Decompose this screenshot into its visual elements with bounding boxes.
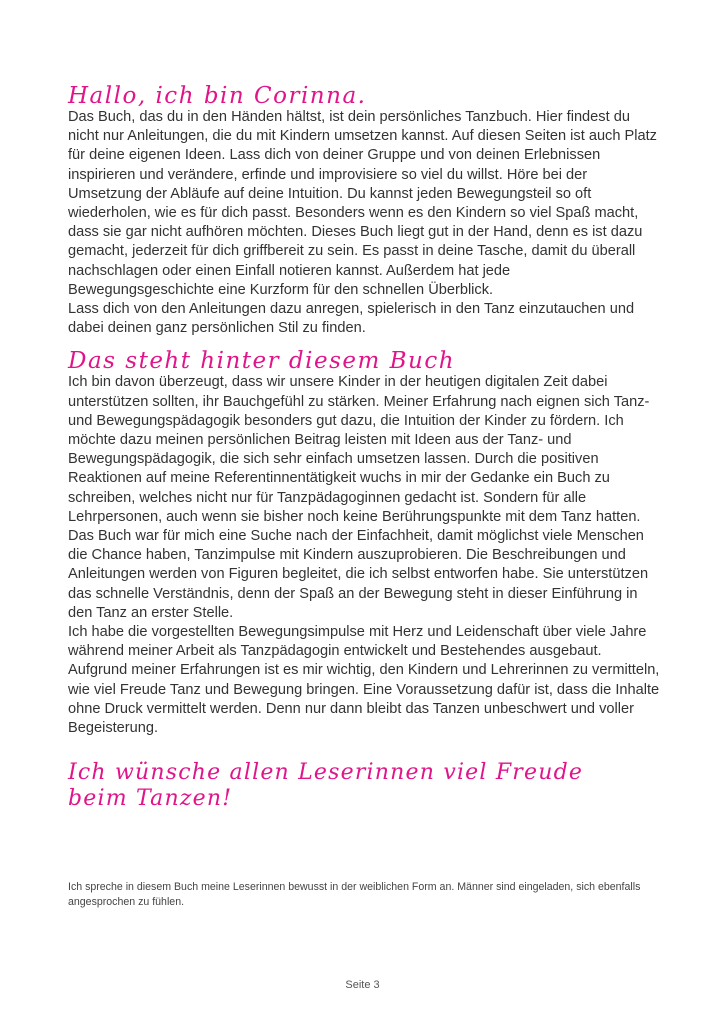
intro-paragraph: Das Buch, das du in den Händen hältst, ist dein persönliches Tanzbuch. Hier findest du nicht nur Anleitungen, die du mit Kindern umsetzen kannst. Auf diesen Seiten ist auch Platz für deine eigenen Ideen. Lass dich von deiner Gruppe und von deinen Erlebnissen inspirieren und verändere, erfinde und improvisiere so viel du willst. Höre bei der Umsetzung der Abläufe auf deine Intuition. Du kannst jeden Bewegungsteil so oft wiederholen, wie es für dich passt. Besonders wenn es den Kindern so viel Spaß macht, dass sie gar nicht aufhören möchten. Dieses Buch liegt gut in der Hand, denn es ist dazu gemacht, jederzeit für dich griffbereit zu sein. Es passt in deine Tasche, damit du überall nachschlagen oder einen Einfall notieren kannst. Außerdem hat jede Bewegungsgeschichte eine Kurzform für den schnellen Überblick. [68,109,657,298]
gender-footnote: Ich spreche in diesem Buch meine Leserinnen bewusst in der weiblichen Form an. Männer sind eingeladen, sich ebenfalls angesprochen zu fühlen. [68,881,641,908]
background-paragraph: Ich habe die vorgestellten Bewegungsimpulse mit Herz und Leidenschaft über viele Jahre während meiner Arbeit als Tanzpädagogin entwickelt und Bestehendes ausgebaut. Aufgrund meiner Erfahrungen ist es mir wichtig, den Kindern und Lehrerinnen zu vermitteln, wie viel Freude Tanz und Bewegung bringen. Eine Voraussetzung dafür ist, dass die Inhalte ohne Druck vermittelt werden. Denn nur dann bleibt das Tanzen unbeschwert und voller Begeisterung. [68,624,660,737]
intro-heading: Hallo, ich bin Corinna. [68,83,367,109]
page-number: Seite 3 [345,979,380,991]
background-section [68,349,660,738]
closing-wish: Ich wünsche allen Leserinnen viel Freude beim Tanzen! [68,760,584,812]
background-paragraph: Ich bin davon überzeugt, dass wir unsere Kinder in der heutigen digitalen Zeit dabei unterstützen sollten, ihr Bauchgefühl zu stärken. Meiner Erfahrung nach eignen sich Tanz- und Bewegungspädagogik besonders gut dazu, die Intuition der Kinder zu fördern. Ich möchte dazu meinen persönlichen Beitrag leisten mit Ideen aus der Tanz- und Bewegungspädagogik, die sich sehr einfach umsetzen lassen. Durch die positiven Reaktionen auf meine Referentinnentätigkeit wuchs in mir der Gedanke ein Buch zu schreiben, welches nicht nur für Tanzpädagoginnen gedacht ist. Sondern für alle Lehrpersonen, auch wenn sie bisher noch keine Berührungspunkte mit dem Tanz hatten. Das Buch war für mich eine Suche nach der Einfachheit, damit möglichst viele Menschen die Chance haben, Tanzimpulse mit Kindern auszuprobieren. Die Beschreibungen und Anleitungen werden von Figuren begleitet, die ich selbst entworfen habe. Sie unterstützen das schnelle Verständnis, denn der Spaß an der Bewegung steht in dieser Einführung in den Tanz an erster Stelle. [68,374,650,621]
background-heading: Das steht hinter diesem Buch [68,348,456,375]
page-content [68,84,660,812]
intro-paragraph: Lass dich von den Anleitungen dazu anregen, spielerisch in den Tanz einzutauchen und dabei deinen ganz persönlichen Stil zu finden. [68,301,635,337]
